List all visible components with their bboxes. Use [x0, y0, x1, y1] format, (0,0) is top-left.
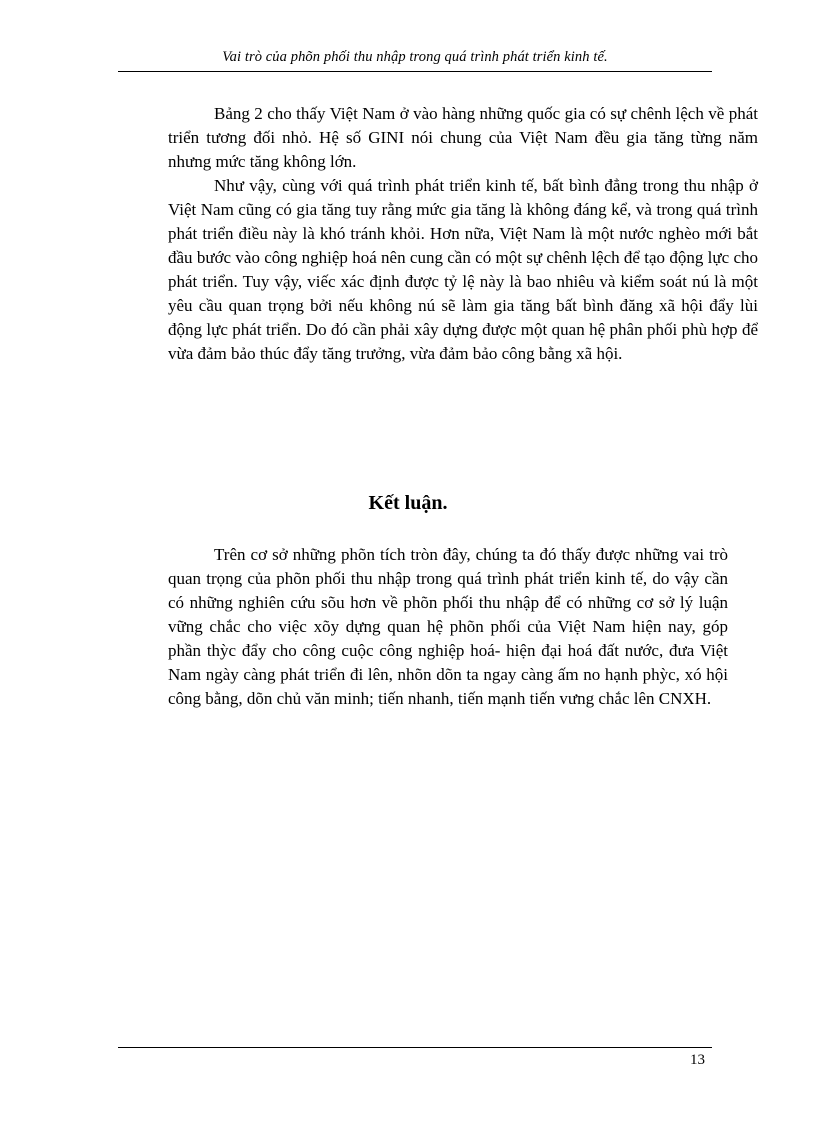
conclusion-text	[168, 543, 728, 711]
conclusion-paragraph: Trên cơ sở những phõn tích tròn đây, chúng ta đó thấy được những vai trò quan trọng của phõn phối thu nhập trong quá trình phát triển kinh tế, do vậy cần có những nghiên cứu sõu hơn về phõn phối thu nhập để có những cơ sở lý luận vững chắc cho việc xõy dựng quan hệ phõn phối của Việt Nam hiện nay, góp phần thỳc đẩy cho công cuộc công nghiệp hoá- hiện đại hoá đất nước, đưa Việt Nam ngày càng phát triển đi lên, nhõn dõn ta ngay càng ấm no hạnh phỳc, xó hội công bằng, dõn chủ văn minh; tiến nhanh, tiến mạnh tiến vưng chắc lên CNXH.	[168, 545, 728, 708]
body-paragraph-1: Bảng 2 cho thấy Việt Nam ở vào hàng những quốc gia có sự chênh lệch về phát triển tương đối nhỏ. Hệ số GINI nói chung của Việt Nam đều gia tăng từng năm nhưng mức tăng không lớn.	[168, 104, 758, 171]
header-divider	[118, 71, 712, 72]
page-number: 13	[690, 1052, 705, 1068]
running-header: Vai trò của phõn phối thu nhập trong quá trình phát triển kinh tế.	[222, 49, 608, 65]
footer-divider	[118, 1047, 712, 1048]
body-paragraph-2: Như vậy, cùng với quá trình phát triển kinh tế, bất bình đẳng trong thu nhập ở Việt Nam cũng có gia tăng tuy rằng mức gia tăng là không đáng kể, và trong quá trình phát triển điều này là khó tránh khỏi. Hơn nữa, Việt Nam là một nước nghèo mới bắt đầu bước vào công nghiệp hoá nên cung cần có một sự chênh lệch để tạo động lực cho phát triển. Tuy vậy, viếc xác định được tỷ lệ này là bao nhiêu và kiểm soát nú là một yêu cầu quan trọng bởi nếu không nú sẽ làm gia tăng bất bình đăng xã hội đẩy lùi động lực phát triển. Do đó cần phải xây dựng được một quan hệ phân phối phù hợp để vừa đảm bảo thúc đẩy tăng trưởng, vừa đảm bảo công bằng xã hội.	[168, 176, 758, 363]
conclusion-heading: Kết luận.	[368, 492, 448, 514]
body-text	[168, 102, 758, 366]
